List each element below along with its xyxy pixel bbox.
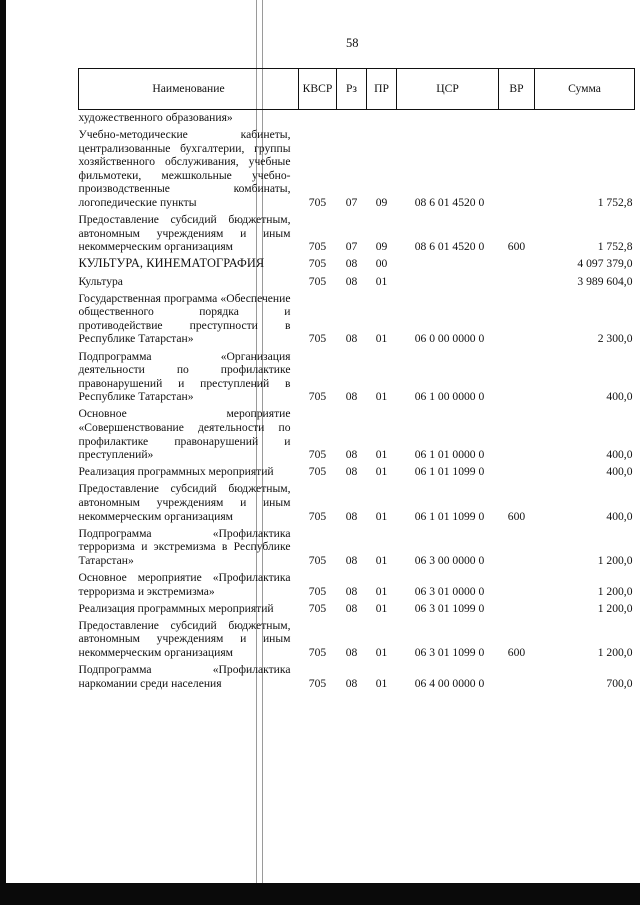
row-pr: 09 — [375, 196, 388, 210]
table-row — [79, 525, 635, 569]
row-csr: 06 3 00 0000 0 — [414, 553, 485, 567]
row-pr: 01 — [375, 448, 388, 462]
row-name: Реализация программных мероприятий — [78, 601, 274, 615]
row-rz — [337, 110, 367, 127]
row-vr: 600 — [507, 509, 526, 523]
row-pr: 01 — [375, 584, 388, 598]
row-name: Подпрограмма «Профилактика наркомании среди населения — [78, 662, 291, 690]
row-kvsr: 705 — [308, 601, 327, 615]
row-rz: 07 — [345, 240, 358, 254]
row-pr: 01 — [375, 274, 388, 288]
row-vr — [499, 600, 535, 617]
row-name: Предоставление субсидий бюджетным, автономным учреждениям и иным некоммерческим организациям — [78, 213, 291, 254]
row-rz: 08 — [345, 645, 358, 659]
table-row — [79, 600, 635, 617]
row-csr: 08 6 01 4520 0 — [414, 196, 485, 210]
row-pr: 01 — [375, 645, 388, 659]
row-sum: 2 300,0 — [597, 332, 633, 346]
row-sum: 400,0 — [606, 509, 633, 523]
row-csr: 06 1 01 1099 0 — [414, 465, 485, 479]
row-name: Основное мероприятие «Совершенствование деятельности по профилактике правонарушений и преступлений» — [78, 407, 291, 462]
row-sum: 400,0 — [606, 448, 633, 462]
row-name: КУЛЬТУРА, КИНЕМАТОГРАФИЯ — [78, 256, 265, 271]
row-rz: 08 — [345, 448, 358, 462]
row-vr — [499, 127, 535, 212]
row-pr: 01 — [375, 390, 388, 404]
row-pr: 00 — [375, 257, 388, 271]
row-csr — [397, 256, 499, 273]
row-name: Предоставление субсидий бюджетным, автономным учреждениям и иным некоммерческим организациям — [78, 482, 291, 523]
row-sum: 700,0 — [606, 676, 633, 690]
row-sum: 400,0 — [606, 465, 633, 479]
table-row — [79, 617, 635, 661]
row-name: Подпрограмма «Профилактика терроризма и экстремизма в Республике Татарстан» — [78, 526, 291, 567]
row-rz: 08 — [345, 676, 358, 690]
row-vr — [499, 110, 535, 127]
row-kvsr — [299, 110, 337, 127]
row-csr: 06 1 00 0000 0 — [414, 390, 485, 404]
scan-border-left — [0, 0, 6, 905]
row-rz: 08 — [345, 332, 358, 346]
row-sum: 1 200,0 — [597, 584, 633, 598]
row-pr: 01 — [375, 601, 388, 615]
row-vr: 600 — [507, 645, 526, 659]
table-row — [79, 406, 635, 464]
row-pr: 01 — [375, 553, 388, 567]
row-sum: 400,0 — [606, 390, 633, 404]
row-kvsr: 705 — [308, 390, 327, 404]
row-sum: 1 200,0 — [597, 601, 633, 615]
row-name: Учебно-методические кабинеты, централизованные бухгалтерии, группы хозяйственного обслуживания, учебные фильмотеки, межшкольные учебно-производственные комбинаты, логопедические пункты — [78, 128, 291, 210]
row-csr: 06 3 01 1099 0 — [414, 601, 485, 615]
table-row — [79, 212, 635, 256]
row-csr: 06 4 00 0000 0 — [414, 676, 485, 690]
row-kvsr: 705 — [308, 645, 327, 659]
header-rz: Рз — [337, 69, 367, 110]
row-pr: 01 — [375, 676, 388, 690]
row-vr — [499, 273, 535, 290]
row-kvsr: 705 — [308, 509, 327, 523]
scan-border-bottom — [0, 883, 640, 905]
row-rz: 08 — [345, 257, 358, 271]
row-vr: 600 — [507, 240, 526, 254]
row-name: Культура — [78, 274, 123, 288]
row-name: Государственная программа «Обеспечение общественного порядка и противодействие преступности в Республике Татарстан» — [78, 291, 291, 346]
row-kvsr: 705 — [308, 584, 327, 598]
row-csr: 06 0 00 0000 0 — [414, 332, 485, 346]
row-pr — [367, 110, 397, 127]
row-csr — [397, 273, 499, 290]
row-sum: 3 989 604,0 — [577, 274, 633, 288]
table-row — [79, 290, 635, 348]
table-row — [79, 127, 635, 212]
row-rz: 08 — [345, 553, 358, 567]
row-kvsr: 705 — [308, 465, 327, 479]
row-kvsr: 705 — [308, 257, 327, 271]
row-name: художественного образования» — [78, 111, 233, 124]
row-rz: 08 — [345, 584, 358, 598]
row-name: Основное мероприятие «Профилактика терроризма и экстремизма» — [78, 570, 291, 598]
row-csr: 06 3 01 1099 0 — [414, 645, 485, 659]
row-kvsr: 705 — [308, 274, 327, 288]
row-pr: 01 — [375, 332, 388, 346]
table-header-row — [79, 69, 635, 110]
table-row — [79, 661, 635, 692]
row-csr: 06 1 01 1099 0 — [414, 509, 485, 523]
header-vr: ВР — [499, 69, 535, 110]
row-name: Подпрограмма «Организация деятельности по профилактике правонарушений и преступлений в Республике Татарстан» — [78, 349, 291, 404]
row-sum — [535, 110, 635, 127]
page-number: 58 — [346, 36, 359, 50]
row-kvsr: 705 — [308, 240, 327, 254]
row-sum: 1 752,8 — [597, 196, 633, 210]
table-row — [79, 569, 635, 600]
header-kvsr: КВСР — [299, 69, 337, 110]
row-kvsr: 705 — [308, 196, 327, 210]
row-sum: 1 200,0 — [597, 645, 633, 659]
table-row — [79, 110, 635, 127]
table-row — [79, 273, 635, 290]
row-rz: 08 — [345, 509, 358, 523]
row-csr: 08 6 01 4520 0 — [414, 240, 485, 254]
row-rz: 08 — [345, 465, 358, 479]
row-vr — [499, 290, 535, 348]
row-rz: 07 — [345, 196, 358, 210]
row-name: Реализация программных мероприятий — [78, 465, 274, 479]
header-pr: ПР — [367, 69, 397, 110]
table-row — [79, 464, 635, 481]
row-vr — [499, 661, 535, 692]
table-row — [79, 348, 635, 406]
row-rz: 08 — [345, 601, 358, 615]
row-vr — [499, 348, 535, 406]
row-kvsr: 705 — [308, 332, 327, 346]
row-sum: 1 752,8 — [597, 240, 633, 254]
row-csr: 06 3 01 0000 0 — [414, 584, 485, 598]
row-vr — [499, 464, 535, 481]
table-row — [79, 481, 635, 525]
row-kvsr: 705 — [308, 676, 327, 690]
row-csr: 06 1 01 0000 0 — [414, 448, 485, 462]
row-vr — [499, 569, 535, 600]
header-sum: Сумма — [535, 69, 635, 110]
header-name: Наименование — [79, 69, 299, 110]
row-vr — [499, 525, 535, 569]
row-kvsr: 705 — [308, 553, 327, 567]
row-pr: 09 — [375, 240, 388, 254]
row-csr — [397, 110, 499, 127]
row-vr — [499, 406, 535, 464]
row-vr — [499, 256, 535, 273]
row-pr: 01 — [375, 509, 388, 523]
row-rz: 08 — [345, 390, 358, 404]
header-csr: ЦСР — [397, 69, 499, 110]
row-kvsr: 705 — [308, 448, 327, 462]
row-pr: 01 — [375, 465, 388, 479]
budget-table — [78, 68, 635, 692]
row-name: Предоставление субсидий бюджетным, автономным учреждениям и иным некоммерческим организациям — [78, 618, 291, 659]
table-row — [79, 256, 635, 273]
row-rz: 08 — [345, 274, 358, 288]
row-sum: 1 200,0 — [597, 553, 633, 567]
row-sum: 4 097 379,0 — [577, 257, 633, 271]
